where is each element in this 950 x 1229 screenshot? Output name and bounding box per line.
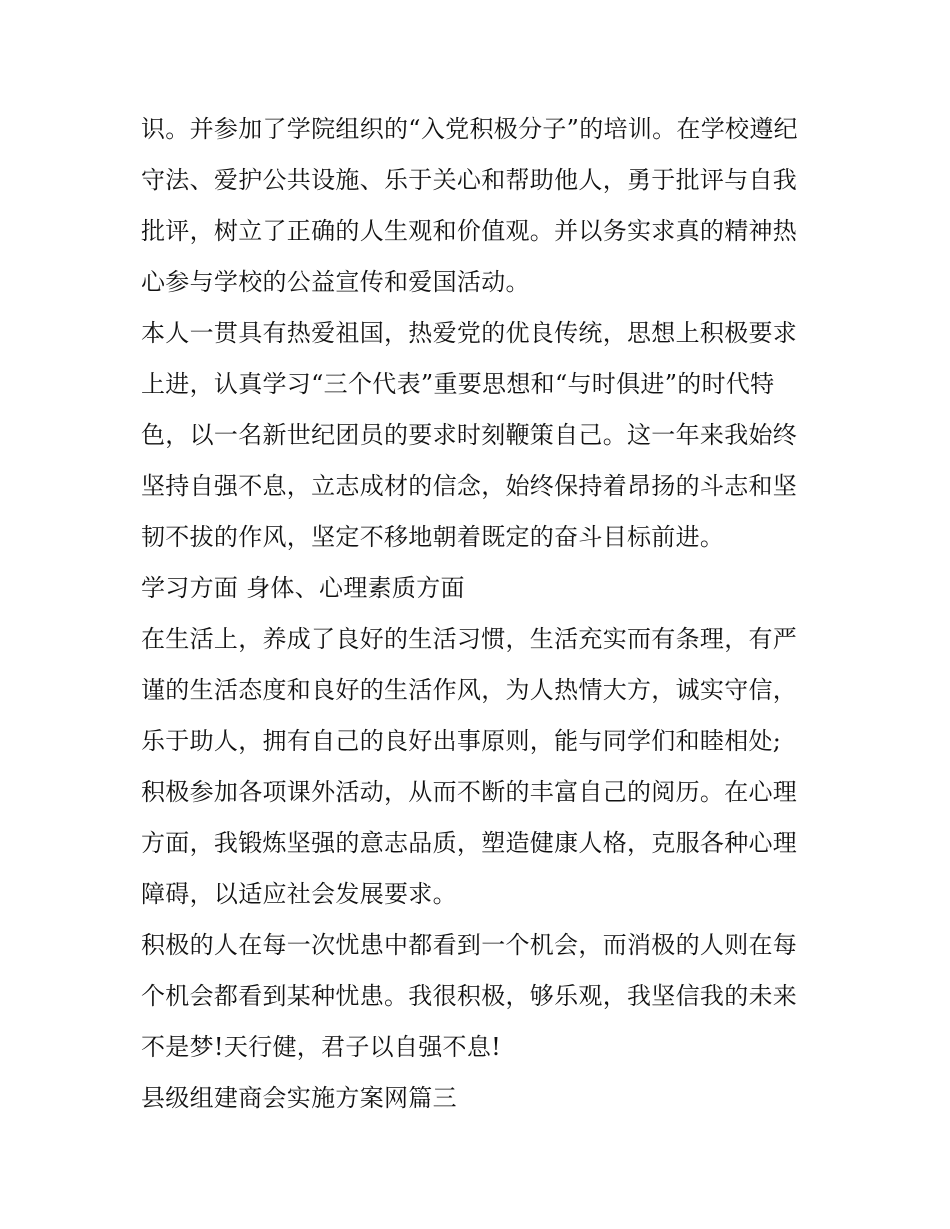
- document-title-line: 县级组建商会实施方案网篇三: [141, 1084, 457, 1112]
- text-line-19: 不是梦!天行健，君子以自强不息!: [141, 1033, 502, 1061]
- text-line-13: 乐于助人，拥有自己的良好出事原则，能与同学们和睦相处;: [141, 727, 782, 755]
- text-line-9: 韧不拔的作风，坚定不移地朝着既定的奋斗目标前进。: [141, 523, 725, 551]
- text-line-17: 积极的人在每一次忧患中都看到一个机会，而消极的人则在每: [141, 931, 798, 959]
- text-line-12: 谨的生活态度和良好的生活作风，为人热情大方，诚实守信，: [141, 676, 798, 704]
- text-line-18: 个机会都看到某种忧患。我很积极，够乐观，我坚信我的未来: [141, 982, 798, 1010]
- text-line-1: 识。并参加了学院组织的“入党积极分子”的培训。在学校遵纪: [141, 115, 798, 143]
- text-line-15: 方面，我锻炼坚强的意志品质，塑造健康人格，克服各种心理: [141, 829, 798, 857]
- text-line-4: 心参与学校的公益宣传和爱国活动。: [141, 268, 530, 296]
- text-line-11: 在生活上，养成了良好的生活习惯，生活充实而有条理，有严: [141, 625, 798, 653]
- text-line-7: 色，以一名新世纪团员的要求时刻鞭策自己。这一年来我始终: [141, 421, 798, 449]
- text-line-8: 坚持自强不息，立志成材的信念，始终保持着昂扬的斗志和坚: [141, 472, 798, 500]
- text-line-3: 批评，树立了正确的人生观和价值观。并以务实求真的精神热: [141, 217, 798, 245]
- text-line-14: 积极参加各项课外活动，从而不断的丰富自己的阅历。在心理: [141, 778, 798, 806]
- text-line-16: 障碍，以适应社会发展要求。: [141, 880, 457, 908]
- text-line-6: 上进，认真学习“三个代表”重要思想和“与时俱进”的时代特: [141, 370, 775, 398]
- section-heading: 学习方面 身体、心理素质方面: [141, 574, 465, 602]
- text-line-5: 本人一贯具有热爱祖国，热爱党的优良传统，思想上积极要求: [141, 319, 798, 347]
- text-line-2: 守法、爱护公共设施、乐于关心和帮助他人，勇于批评与自我: [141, 166, 798, 194]
